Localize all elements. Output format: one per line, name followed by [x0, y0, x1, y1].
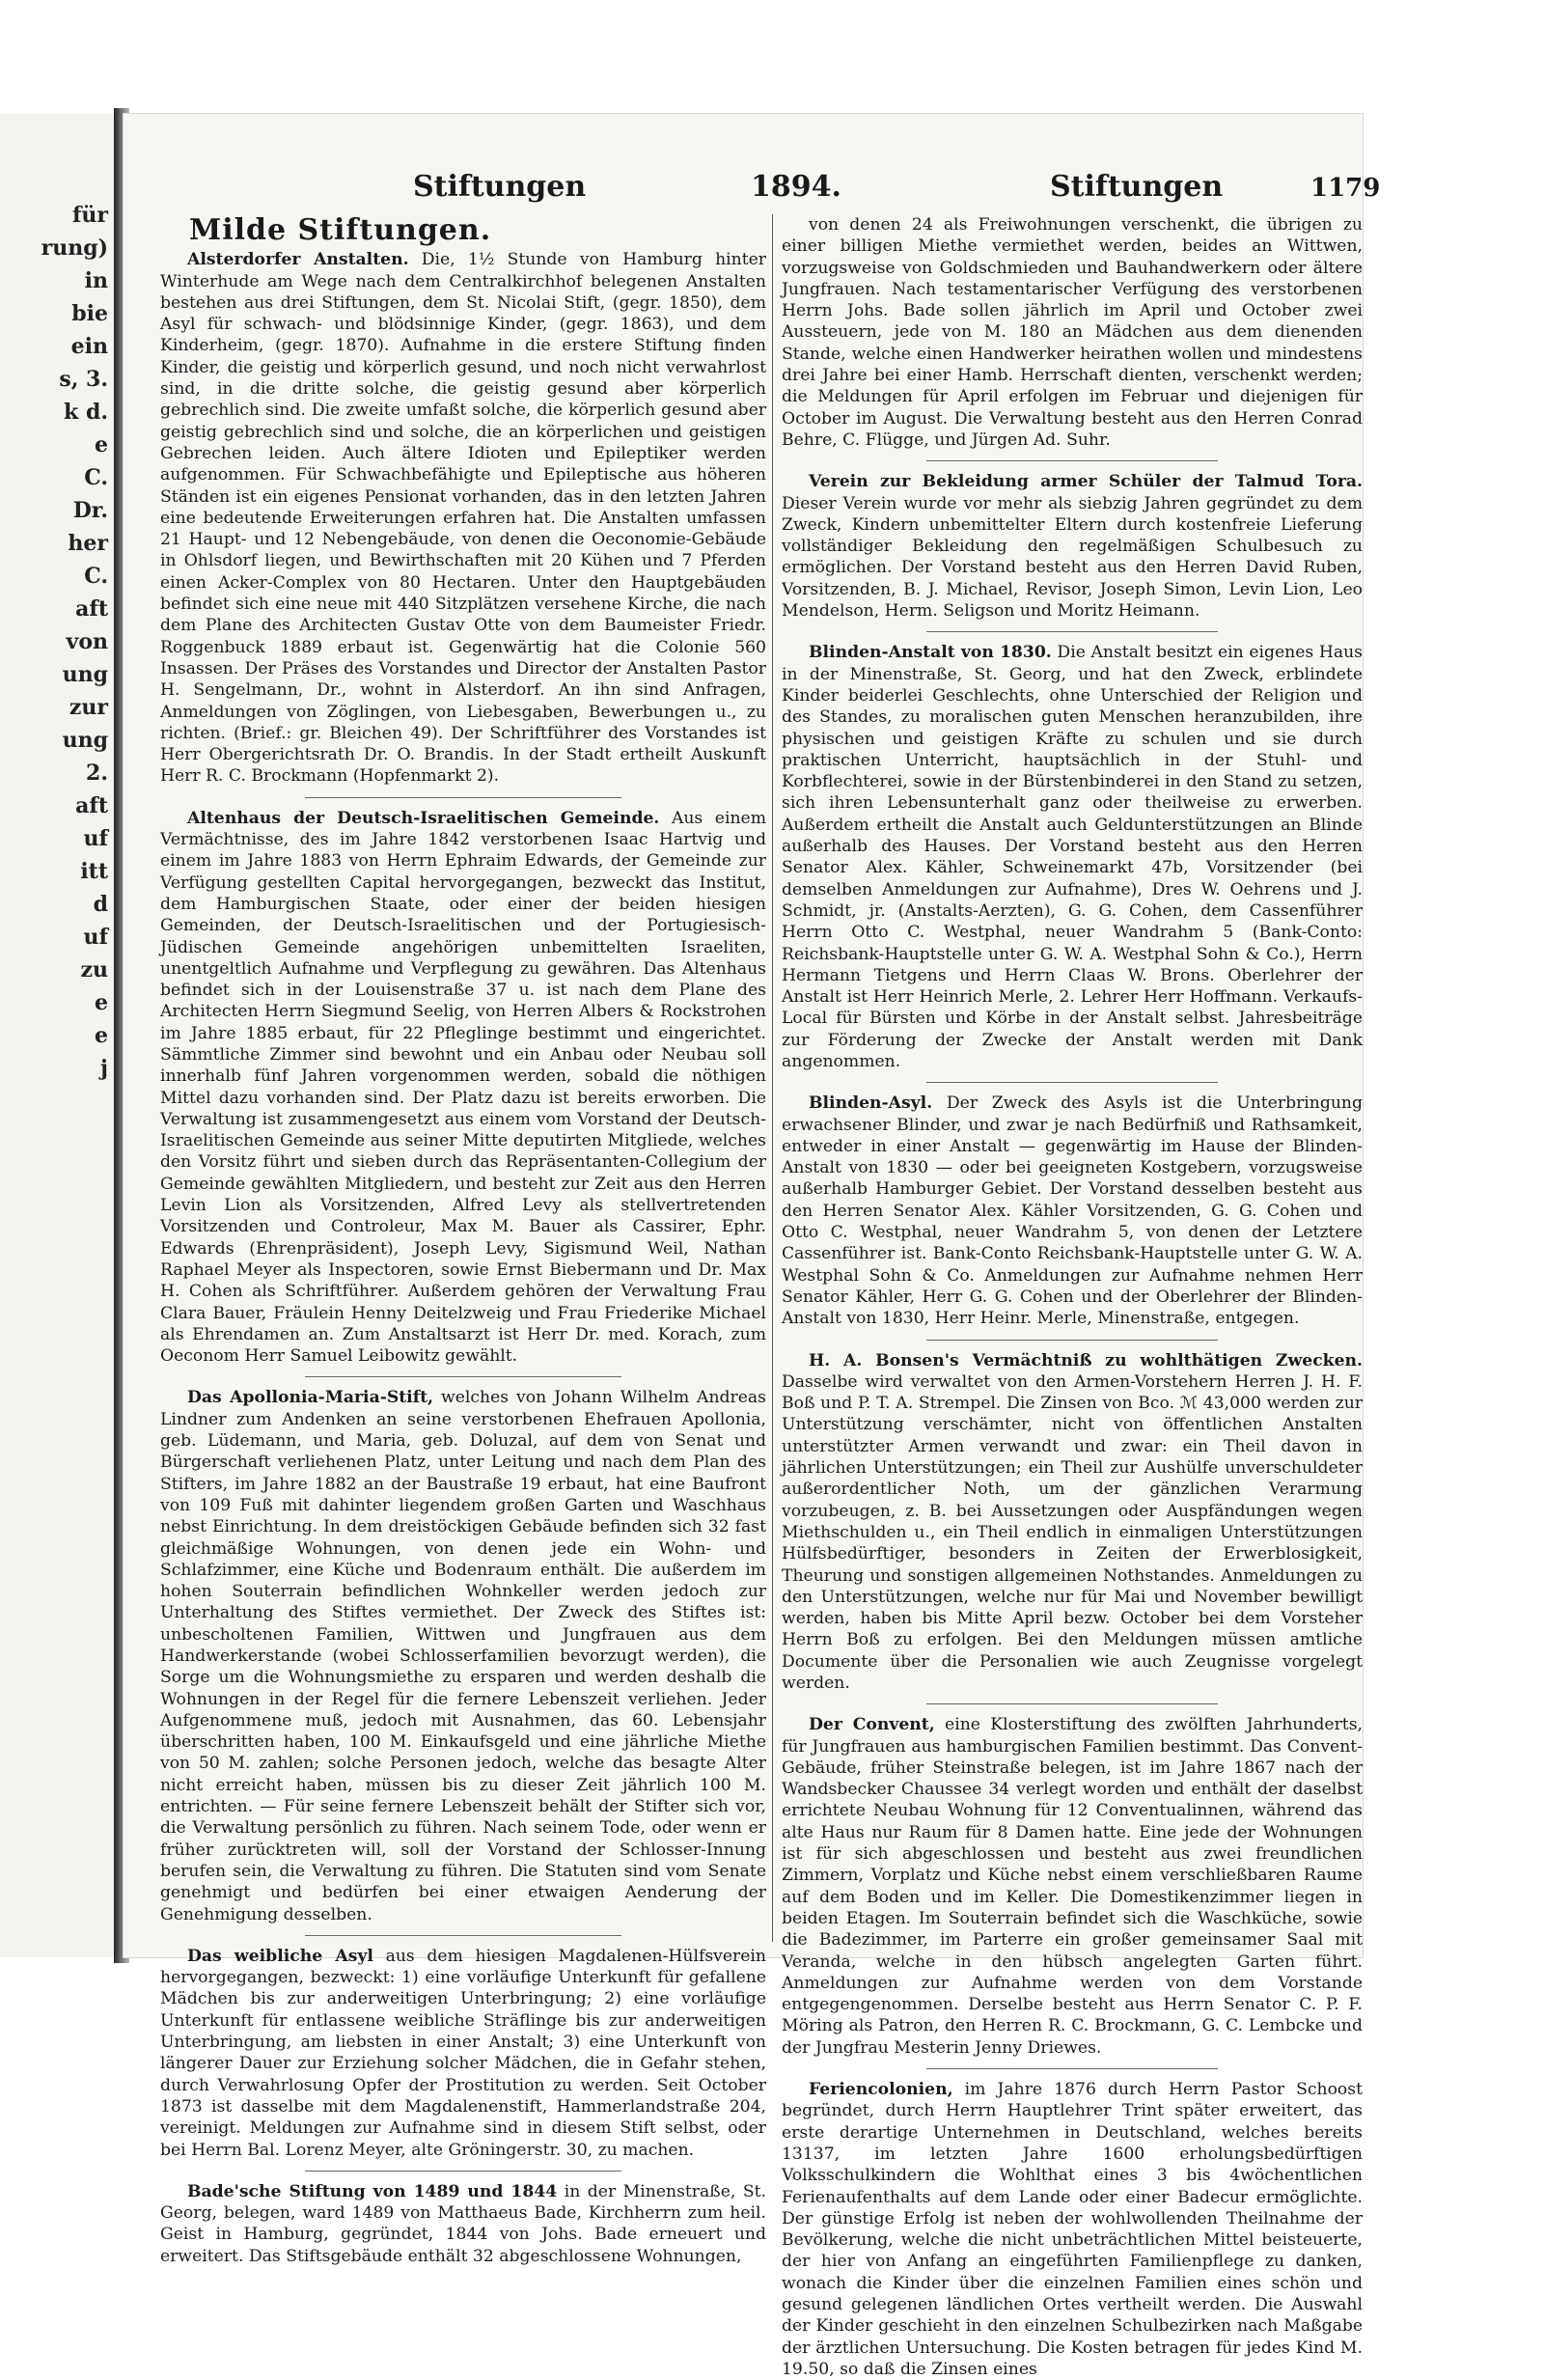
previous-page-fragment: s, 3.: [59, 367, 108, 392]
article-paragraph: [160, 1387, 766, 1924]
previous-page-fragment: her: [68, 531, 108, 556]
article-entry: [782, 1093, 1363, 1329]
previous-page-fragment: von: [66, 629, 108, 654]
article-heading: H. A. Bonsen's Vermächtniß zu wohlthätigen Zwecken.: [809, 1350, 1363, 1370]
article-text: Die, 1½ Stunde von Hamburg hinter Winterhude am Wege nach dem Centralkirchhof belegenen Anstalten bestehen aus drei Stiftungen, dem St. Nicolai Stift, (gegr. 1850), dem Asyl für schwach- und blödsinnige Kinder, (gegr. 1863), und dem Kinderheim, (gegr. 1870). Aufnahme in die erstere Stiftung finden Kinder, die geistig und körperlich gesund, und noch nicht verwahrlost sind, in die dritte solche, die geistig gesund aber körperlich gebrechlich sind. Die zweite umfaßt solche, die körperlich gesund aber geistig gebrechlich sind und solche, die an körperlichen und geistigen Gebrechen leiden. Auch ältere Idioten und Epileptiker werden aufgenommen. Für Schwachbefähigte und Epileptische aus höheren Ständen ist ein eigenes Pensionat vorhanden, das in den letzten Jahren eine bedeutende Erweiterungen erfahren hat. Die Anstalten umfassen 21 Haupt- und 12 Nebengebäude, von denen die Oeconomie-Gebäude in Ohlsdorf liegen, und Bewirthschaften mit 20 Kühen und 7 Pferden einen Acker-Complex von 80 Hectaren. Unter den Hauptgebäuden befindet sich eine neue mit 440 Sitzplätzen versehene Kirche, die nach dem Plane des Architecten Gustav Otte von dem Baumeister Friedr. Roggenbuck 1889 erbaut ist. Gegenwärtig hat die Colonie 560 Insassen. Der Präses des Vorstandes und Director der Anstalten Pastor H. Sengelmann, Dr., wohnt in Alsterdorf. An ihn sind Anfragen, Anmeldungen von Zöglingen, von Liebesgaben, Bewerbungen u., zu richten. (Brief.: gr. Bleichen 49). Der Schriftführer des Vorstandes ist Herr Obergerichtsrath Dr. O. Brandis. In der Stadt ertheilt Auskunft Herr R. C. Brockmann (Hopfenmarkt 2).: [160, 250, 767, 787]
previous-page-fragment: C.: [84, 465, 108, 490]
article-paragraph: [782, 642, 1363, 1072]
article-paragraph: [782, 214, 1363, 451]
article-paragraph: [160, 2181, 766, 2267]
separator-rule: [305, 2171, 621, 2172]
separator-rule: [926, 631, 1218, 632]
previous-page-fragment: ung: [62, 728, 108, 753]
article-paragraph: [782, 1093, 1363, 1329]
article-text: Die Anstalt besitzt ein eigenes Haus in der Minenstraße, St. Georg, und hat den Zweck, erblindete Kinder beiderlei Geschlechts, ohne Unterschied der Religion und des Standes, zu moralischen guten Menschen heranzubilden, ihre physischen und geistigen Kräfte zu schulen und sie durch praktischen Unterricht, hauptsächlich in der Stuhl- und Korbflechterei, sowie in der Bürstenbinderei in den Stand zu setzen, sich ihren Lebensunterhalt ganz oder theilweise zu erwerben. Außerdem ertheilt die Anstalt auch Geldunterstützungen an Blinde außerhalb des Hauses. Der Vorstand besteht aus den Herren Senator Alex. Kähler, Schweinemarkt 47b, Vorsitzender (bei demselben Anmeldungen zur Aufnahme), Dres W. Oehrens und J. Schmidt, jr. (Anstalts-Aerzten), G. G. Cohen, dem Cassenführer Herrn Otto C. Westphal, neuer Wandrahm 5 (Bank-Conto: Reichsbank-Hauptstelle unter G. W. A. Westphal Sohn & Co.), Herrn Hermann Tietgens und Herrn Claas W. Brons. Oberlehrer der Anstalt ist Herr Heinrich Merle, 2. Lehrer Herr Hoffmann. Verkaufs-Local für Bürsten und Körbe in der Anstalt selbst. Jahresbeiträge zur Förderung der Zwecke der Anstalt werden mit Dank angenommen.: [782, 643, 1363, 1071]
article-heading: Feriencolonien,: [809, 2080, 953, 2100]
article-text: Der Zweck des Asyls ist die Unterbringung erwachsener Blinder, und zwar je nach Bedürfniß und Rathsamkeit, entweder in einer Anstalt — gegenwärtig im Hause der Blinden-Anstalt von 1830 — oder bei geeigneten Kostgebern, vorzugsweise außerhalb Hamburger Gebiet. Der Vorstand desselben besteht aus den Herren Senator Alex. Kähler Vorsitzenden, G. G. Cohen und Otto C. Westphal, neuer Wandrahm 5, von denen der Letztere Cassenführer ist. Bank-Conto Reichsbank-Hauptstelle unter G. W. A. Westphal Sohn & Co. Anmeldungen zur Aufnahme nehmen Herr Senator Kähler, Herr G. G. Cohen und der Oberlehrer der Blinden-Anstalt von 1830, Herr Heinr. Merle, Minenstraße, entgegen.: [782, 1093, 1363, 1329]
page-number: 1179: [1310, 174, 1381, 203]
article-entry: [782, 2079, 1363, 2380]
article-paragraph: [160, 1946, 766, 2161]
previous-page-fragment: für: [71, 203, 108, 228]
previous-page-fragment: zur: [69, 695, 108, 720]
article-heading: Das weibliche Asyl: [187, 1946, 373, 1966]
previous-page-fragment: ung: [62, 662, 108, 687]
previous-page-fragment: e: [95, 432, 108, 457]
article-heading: Alsterdorfer Anstalten.: [187, 250, 409, 270]
article-text: von denen 24 als Freiwohnungen verschenkt, die übrigen zu einer billigen Miethe vermiethet werden, beides an Wittwen, vorzugsweise von Goldschmieden und Bauhandwerkern oder ältere Jungfrauen. Nach testamentarischer Verfügung des verstorbenen Herrn Johs. Bade sollen jährlich im April und October zwei Aussteuern, jede von M. 180 an Mädchen aus dem dienenden Stande, welche einen Handwerker heirathen wollen und mindestens drei Jahre bei einer Hamb. Herrschaft dienten, verschenkt werden; die Meldungen für April erfolgen im Februar und diejenigen für October im August. Die Verwaltung besteht aus den Herren Conrad Behre, C. Flügge, und Jürgen Ad. Suhr.: [782, 215, 1363, 450]
separator-rule: [926, 1082, 1218, 1083]
article-paragraph: [782, 2079, 1363, 2380]
article-entry: [782, 642, 1363, 1072]
article-text: Dasselbe wird verwaltet von den Armen-Vorstehern Herren J. H. F. Boß und P. T. A. Strempel. Die Zinsen von Bco. ℳ 43,000 werden zur Unterstützung verschämter, nicht von öffentlichen Anstalten unterstützter Armen verwandt und zwar: ein Theil davon in jährlichen Unterstützungen; ein Theil zur Aushülfe unverschuldeter außerordentlicher Noth, um der gänzlichen Verarmung vorzubeugen, z. B. bei Aussetzungen oder Auspfändungen wegen Miethschulden u., ein Theil endlich in einmaligen Unterstützungen Hülfsbedürftiger, besonders in Zeiten der Erwerblosigkeit, Theurung und sonstigen allgemeinen Nothstandes. Anmeldungen zu den Unterstützungen, welche nur für Mai und November bewilligt werden, haben bis Mitte April bezw. October bei dem Vorsteher Herrn Boß zu erfolgen. Bei den Meldungen müssen amtliche Documente über die Personalien wie auch Zeugnisse vorgelegt werden.: [782, 1371, 1363, 1693]
article-heading: Das Apollonia-Maria-Stift,: [187, 1388, 434, 1408]
article-heading: Der Convent,: [809, 1715, 935, 1735]
article-entry: [782, 471, 1363, 622]
previous-page-fragment: e: [95, 1023, 108, 1048]
previous-page-edge: [0, 114, 114, 1957]
previous-page-fragment: bie: [71, 301, 108, 326]
article-paragraph: [782, 1714, 1363, 2059]
previous-page-fragment: rung): [41, 235, 108, 261]
article-paragraph: [782, 1350, 1363, 1695]
article-heading: Blinden-Anstalt von 1830.: [809, 643, 1052, 663]
running-head-right: Stiftungen: [1050, 170, 1224, 204]
previous-page-fragment: e: [95, 990, 108, 1015]
left-column: [160, 213, 767, 2266]
article-paragraph: [160, 808, 766, 1368]
separator-rule: [305, 797, 621, 798]
article-entry: [160, 1946, 766, 2161]
previous-page-fragment: j: [100, 1056, 108, 1081]
previous-page-fragment: d: [93, 892, 108, 917]
running-head-left: Stiftungen: [413, 170, 587, 204]
article-heading: Blinden-Asyl.: [809, 1093, 933, 1114]
previous-page-fragment: zu: [80, 957, 108, 982]
article-text: in der Minenstraße, St. Georg, belegen, ward 1489 von Matthaeus Bade, Kirchherrn zum heil. Geist in Hamburg, gegründet, 1844 von Johs. Bade erneuert und erweitert. Das Stiftsgebäude enthält 32 abgeschlossene Wohnungen,: [160, 2181, 766, 2266]
article-text: aus dem hiesigen Magdalenen-Hülfsverein hervorgegangen, bezweckt: 1) eine vorläufige Unterkunft für gefallene Mädchen bis zur anderweitigen Unterbringung; 2) eine vorläufige Unterkunft für entlassene weibliche Sträflinge bis zur anderweitigen Unterbringung, am liebsten in einer Anstalt; 3) eine Unterkunft von längerer Dauer zur Erziehung solcher Mädchen, die in Gefahr stehen, durch Verwahrlosung Opfer der Prostitution zu werden. Seit October 1873 ist dasselbe mit dem Magdalenenstift, Hammerlandstraße 204, vereinigt. Meldungen zur Aufnahme sind in diesem Stift selbst, oder bei Herrn Bal. Lorenz Meyer, alte Gröningerstr. 30, zu machen.: [160, 1946, 766, 2160]
previous-page-fragment: k d.: [64, 400, 108, 425]
separator-rule: [305, 1376, 621, 1377]
separator-rule: [926, 460, 1218, 461]
previous-page-fragment: Dr.: [72, 498, 108, 523]
previous-page-fragment: aft: [75, 596, 108, 622]
article-heading: Altenhaus der Deutsch-Israelitischen Gemeinde.: [187, 808, 660, 828]
previous-page-fragment: ein: [70, 334, 108, 359]
page-header: [124, 170, 1381, 208]
article-entry: [160, 2181, 766, 2267]
column-divider: [772, 214, 773, 1942]
article-entry: [160, 1387, 766, 1924]
article-text: eine Klosterstiftung des zwölften Jahrhunderts, für Jungfrauen aus hamburgischen Familien bestimmt. Das Convent-Gebäude, früher Steinstraße belegen, ist im Jahre 1867 nach der Wandsbecker Chaussee 34 verlegt worden und enthält der daselbst errichtete Neubau Wohnung für 12 Conventualinnen, während das alte Haus nur Raum für 8 Damen hatte. Eine jede der Wohnungen ist für sich abgeschlossen und besteht aus zwei freundlichen Zimmern, Vorplatz und Küche nebst einem verschließbaren Raume auf dem Boden und im Keller. Die Domestikenzimmer liegen in beiden Etagen. Im Souterrain befindet sich die Waschküche, sowie die Badezimmer, im Parterre ein großer gemeinsamer Saal mit Veranda, welche in den hübsch angelegten Garten führt. Anmeldungen zur Aufnahme werden von dem Vorstande entgegengenommen. Derselbe besteht aus Herrn Senator C. P. F. Möring als Patron, den Herren R. C. Brockmann, G. C. Lembcke und der Jungfrau Mesterin Jenny Driewes.: [782, 1715, 1363, 2058]
article-entry: [782, 214, 1363, 451]
previous-page-fragment: 2.: [86, 761, 108, 786]
previous-page-fragment: aft: [75, 793, 108, 818]
previous-page-fragment: uf: [83, 826, 108, 851]
previous-page-fragment: in: [84, 268, 108, 293]
section-title: Milde Stiftungen.: [189, 213, 492, 247]
article-text: im Jahre 1876 durch Herrn Pastor Schoost begründet, durch Herrn Hauptlehrer Trint später erweitert, das erste derartige Unternehmen in Deutschland, welches bereits 13137, im letzten Jahre 1600 erholungsbedürftigen Volksschulkindern die Wohlthat eines 3 bis 4wöchentlichen Ferienaufenthalts auf dem Lande oder einer Badecur ermöglichte. Der günstige Erfolg ist neben der wohlwollenden Theilnahme der Bevölkerung, welche die nicht unbeträchtlichen Mittel beisteuerte, der hier von Anfang an eingeführten Familienpflege zu danken, wonach die Kinder über die einzelnen Familien eines schön und gesund gelegenen ländlichen Ortes vertheilt werden. Die Auswahl der Kinder geschieht in den einzelnen Schulbezirken nach Maßgabe der ärztlichen Untersuchung. Die Kosten betragen für jedes Kind M. 19.50, so daß die Zinsen eines: [782, 2080, 1363, 2379]
article-text: Dieser Verein wurde vor mehr als siebzig Jahren gegründet zu dem Zweck, Kindern unbemittelter Eltern durch kostenfreie Lieferung vollständiger Bekleidung den regelmäßigen Schulbesuch zu ermöglichen. Der Vorstand besteht aus den Herren David Ruben, Vorsitzenden, B. J. Michael, Revisor, Joseph Simon, Levin Lion, Leo Mendelson, Herm. Seligson und Moritz Heimann.: [782, 493, 1363, 622]
article-text: Aus einem Vermächtnisse, des im Jahre 1842 verstorbenen Isaac Hartvig und einem im Jahre 1883 von Herrn Ephraim Edwards, der Gemeinde zur Verfügung gestellten Capital hervorgegangen, bezweckt das Institut, dem Hamburgischen Staate, oder einer der beiden hiesigen Gemeinden, der Deutsch-Israelitischen und der Portugiesisch-Jüdischen Gemeinde angehörigen unbemittelten Israeliten, unentgeltlich Aufnahme und Verpflegung zu gewähren. Das Altenhaus befindet sich in der Louisenstraße 37 u. ist nach dem Plane des Architecten Herrn Siegmund Seelig, von Herren Albers & Rockstrohen im Jahre 1885 erbaut, für 22 Pfleglinge bestimmt und eingerichtet. Sämmtliche Zimmer sind bewohnt und ein Anbau oder Neubau soll innerhalb fünf Jahren vorgenommen werden, sobald die nöthigen Mittel dazu vorhanden sind. Der Platz dazu ist bereits erworben. Die Verwaltung ist zusammengesetzt aus einem vom Vorstand der Deutsch-Israelitischen Gemeinde aus seiner Mitte deputirten Mitgliede, welches den Vorsitz führt und sieben durch das Repräsentanten-Collegium der Gemeinde gewählten Mitgliedern, und besteht zur Zeit aus den Herren Levin Lion als Vorsitzenden, Alfred Levy als stellvertretenden Vorsitzenden und Controleur, Max M. Bauer als Cassirer, Ephr. Edwards (Ehrenpräsident), Joseph Levy, Sigismund Weil, Nathan Raphael Meyer als Inspectoren, sowie Ernst Biebermann und Dr. Max H. Cohen als Schriftführer. Außerdem gehören der Verwaltung Frau Clara Bauer, Fräulein Henny Deitelzweig und Frau Friederike Michael als Ehrendamen an. Zum Anstaltsarzt ist Herr Dr. med. Korach, zum Oeconom Herr Samuel Leibowitz gewählt.: [160, 808, 766, 1367]
article-entry: [782, 1714, 1363, 2059]
separator-rule: [926, 1703, 1218, 1704]
scan-margin: [0, 0, 1544, 58]
separator-rule: [926, 2068, 1218, 2069]
separator-rule: [305, 1935, 621, 1936]
previous-page-fragment: itt: [80, 859, 108, 884]
article-entry: [160, 808, 766, 1368]
running-head-year: 1894.: [751, 170, 841, 204]
separator-rule: [926, 1340, 1218, 1341]
article-paragraph: [782, 471, 1363, 622]
article-heading: Verein zur Bekleidung armer Schüler der Talmud Tora.: [809, 472, 1363, 492]
article-entry: [160, 249, 766, 787]
article-text: welches von Johann Wilhelm Andreas Lindner zum Andenken an seine verstorbenen Ehefrauen Apollonia, geb. Lüdemann, und Maria, geb. Doluzal, auf dem von Senat und Bürgerschaft verliehenen Platz, unter Leitung und nach dem Plan des Stifters, im Jahre 1882 an der Baustraße 19 erbaut, hat eine Baufront von 109 Fuß mit dahinter liegendem großen Garten und Waschhaus nebst Einrichtung. In dem dreistöckigen Gebäude befinden sich 32 fast gleichmäßige Wohnungen, von denen jede ein Wohn- und Schlafzimmer, eine Küche und Bodenraum enthält. Die außerdem im hohen Souterrain befindlichen Wohnkeller werden jedoch zur Unterhaltung des Stiftes vermiethet. Der Zweck des Stiftes ist: unbescholtenen Familien, Wittwen und Jungfrauen aus dem Handwerkerstande (wobei Schlosserfamilien bevorzugt werden), die Sorge um die Wohnungsmiethe zu ersparen und werden deshalb die Wohnungen in der Regel für die fernere Lebenszeit verliehen. Jeder Aufgenommene muß, jedoch mit Ausnahmen, das 60. Lebensjahr überschritten haben, 100 M. Einkaufsgeld und eine jährliche Miethe von 50 M. zahlen; solche Personen jedoch, welche das besagte Alter nicht erreicht haben, müssen bis zu dieser Zeit jährlich 100 M. entrichten. — Für seine fernere Lebenszeit behält der Stifter sich vor, die Verwaltung persönlich zu führen. Nach seinem Tode, oder wenn er früher zurücktreten will, soll der Vorstand der Schlosser-Innung berufen sein, die Verwaltung zu führen. Die Statuten sind vom Senate genehmigt und bedürfen bei einer etwaigen Aenderung der Genehmigung desselben.: [160, 1388, 767, 1924]
article-heading: Bade'sche Stiftung von 1489 und 1844: [187, 2181, 558, 2201]
article-entry: [782, 1350, 1363, 1695]
right-column: [782, 214, 1363, 2379]
previous-page-fragment: uf: [83, 925, 108, 950]
article-paragraph: [160, 249, 766, 787]
previous-page-fragment: C.: [84, 564, 108, 589]
